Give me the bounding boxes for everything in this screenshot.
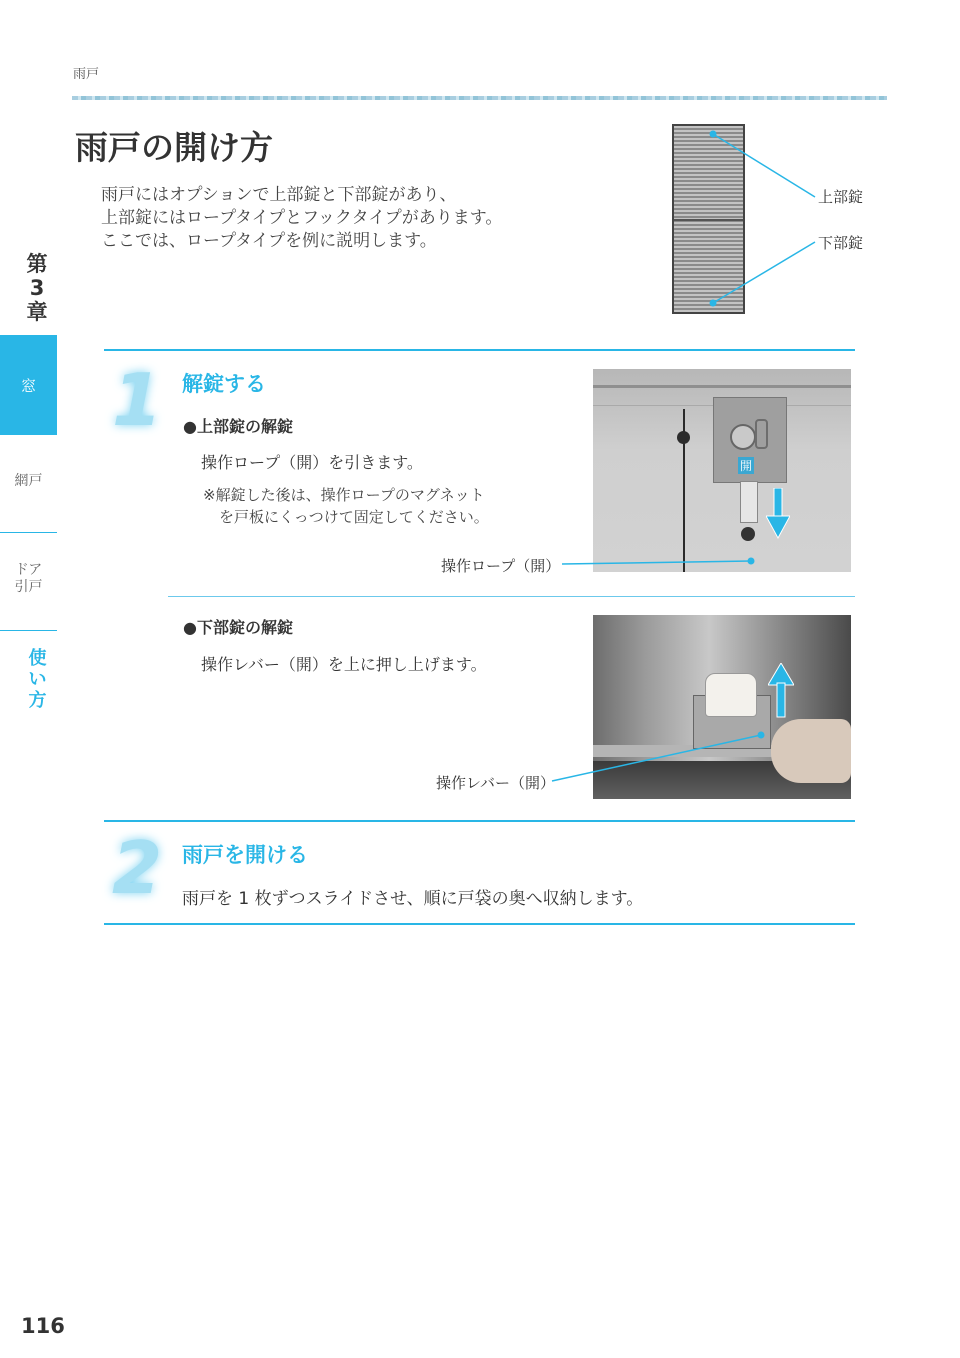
upper-lock-heading: ●上部錠の解錠 xyxy=(183,417,293,436)
upper-lock-label: 上部錠 xyxy=(818,188,864,206)
nav-usage-char1: 使 xyxy=(28,648,47,669)
step2-title: 雨戸を開ける xyxy=(182,843,308,867)
rope-magnet xyxy=(741,527,755,541)
intro-text xyxy=(101,184,502,253)
nav-item-door-line2: 引戸 xyxy=(14,579,43,595)
rope-plate xyxy=(740,481,758,523)
nav-item-door[interactable] xyxy=(0,562,57,596)
upper-lock-photo xyxy=(593,369,851,572)
nav-item-window-label: 窓 xyxy=(20,376,36,395)
lever-callout-line xyxy=(548,728,768,788)
lever-leader xyxy=(552,735,761,781)
header-divider xyxy=(72,96,887,100)
nav-item-door-line1: ドア xyxy=(14,562,43,578)
upper-lock-instruction: 操作ロープ（開）を引きます。 xyxy=(201,453,423,472)
upper-lock-leader xyxy=(713,134,815,197)
note-line: ※解錠した後は、操作ロープのマグネット xyxy=(203,486,485,504)
chapter-text: 第3章 xyxy=(26,252,48,324)
upper-lock-dot xyxy=(710,131,717,138)
step2-top-rule xyxy=(104,820,855,822)
lower-lock-leader xyxy=(713,242,815,303)
nav-usage-char3: 方 xyxy=(28,690,47,711)
step1-top-rule xyxy=(104,349,855,351)
lock-knob xyxy=(730,424,756,450)
step2-instruction: 雨戸を 1 枚ずつスライドさせ、順に戸袋の奥へ収納します。 xyxy=(182,889,644,909)
lever-leader-dot xyxy=(758,732,765,739)
nav-separator xyxy=(0,532,57,533)
frame-rail xyxy=(593,385,851,388)
step2-number: 2 xyxy=(112,826,163,910)
note-line: を戸板にくっつけて固定してください。 xyxy=(219,508,489,526)
step1-inner-rule xyxy=(168,596,855,597)
arrow-up-icon xyxy=(768,663,794,719)
page-title: 雨戸の開け方 xyxy=(75,128,273,167)
upper-lock-note xyxy=(203,484,489,528)
chapter-label xyxy=(23,252,51,324)
arrow-down-icon xyxy=(766,488,790,540)
rope-leader-dot xyxy=(748,558,755,565)
nav-item-window[interactable] xyxy=(0,335,57,435)
nav-item-screen-door[interactable]: 網戸 xyxy=(14,473,43,489)
rope-leader xyxy=(562,561,751,564)
lower-lock-dot xyxy=(710,300,717,307)
step2-bottom-rule xyxy=(104,923,855,925)
lock-slot xyxy=(755,419,768,449)
step1-title: 解錠する xyxy=(182,372,266,396)
rope-callout-line xyxy=(560,555,760,571)
nav-item-usage[interactable] xyxy=(0,648,75,711)
intro-line: 上部錠にはロープタイプとフックタイプがあります。 xyxy=(101,208,503,228)
intro-line: ここでは、ロープタイプを例に説明します。 xyxy=(101,231,437,251)
rope-ball xyxy=(677,431,690,444)
nav-usage-char2: い xyxy=(28,669,47,690)
lower-lock-heading: ●下部錠の解錠 xyxy=(183,618,293,637)
lower-lock-label: 下部錠 xyxy=(818,234,864,252)
step1-number: 1 xyxy=(112,358,163,442)
lever-callout-label: 操作レバー（開） xyxy=(436,774,555,792)
header-section-label: 雨戸 xyxy=(73,67,100,82)
rope-callout-label: 操作ロープ（開） xyxy=(441,557,561,575)
open-tag: 開 xyxy=(740,459,753,473)
nav-separator xyxy=(0,630,57,631)
lock-callout-lines xyxy=(660,120,890,320)
finger xyxy=(771,719,851,783)
page-number: 116 xyxy=(21,1314,65,1338)
lower-lock-instruction: 操作レバー（開）を上に押し上げます。 xyxy=(201,655,487,674)
intro-line: 雨戸にはオプションで上部錠と下部錠があり、 xyxy=(101,185,457,205)
lever-knob xyxy=(705,673,757,717)
